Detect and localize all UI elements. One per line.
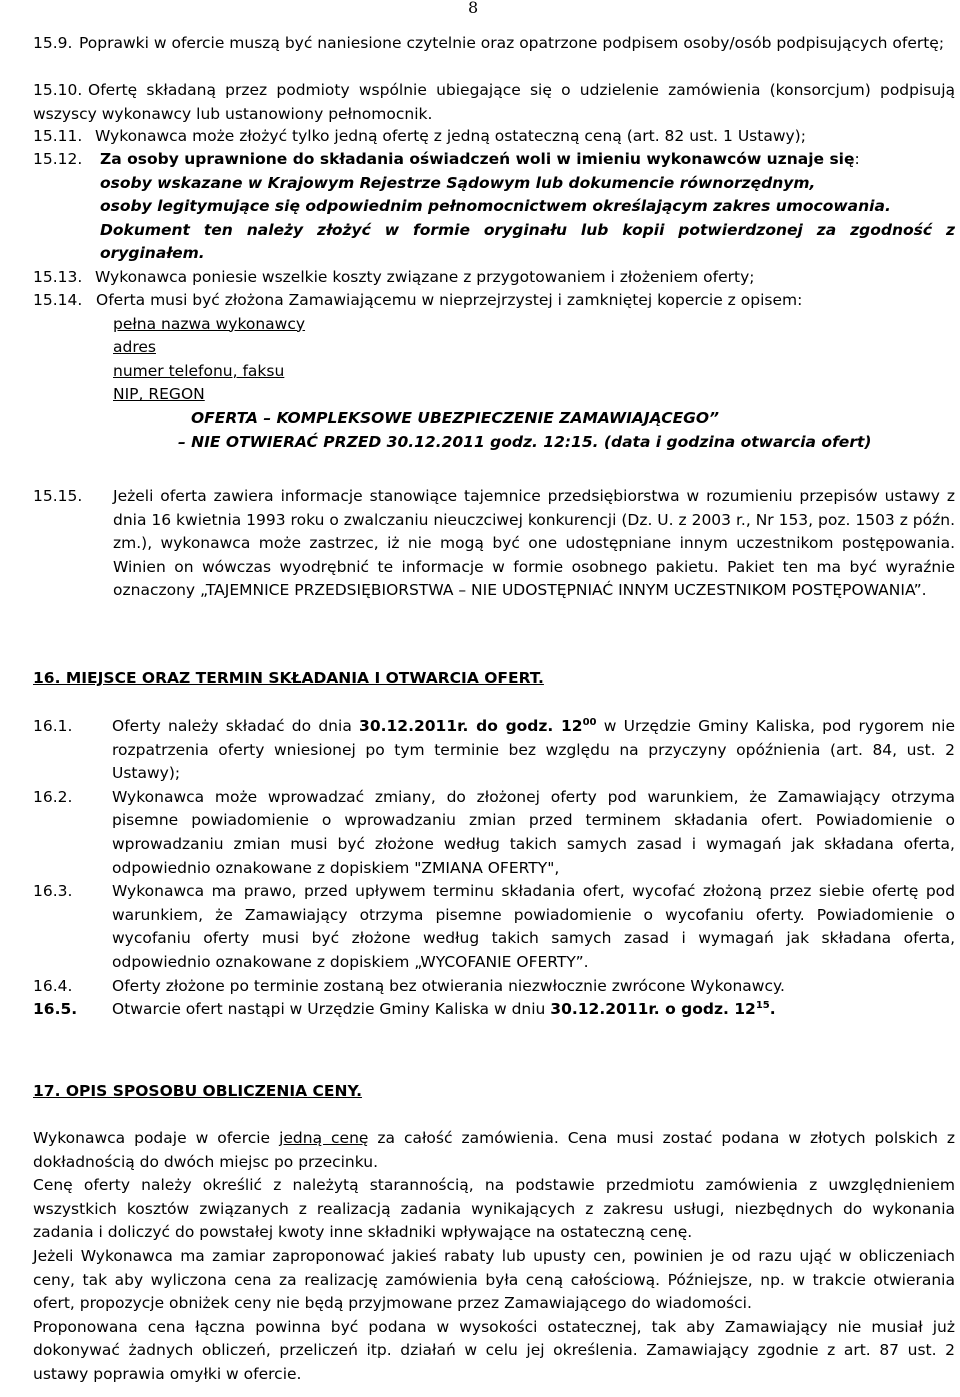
item-text: Poprawki w ofercie muszą być naniesione czytelnie oraz opatrzone podpisem osoby/osób podpisujących ofertę; bbox=[79, 34, 945, 52]
item-text: Otwarcie ofert nastąpi w Urzędzie Gminy Kaliska w dniu bbox=[112, 1000, 551, 1019]
item-15-14 bbox=[33, 289, 955, 454]
item-text: Ofertę składaną przez podmioty wspólnie ubiegające się o udzielenie zamówienia (konsorcjum) podpisują wszyscy wykonawcy lub ustanowiony pełnomocnik. bbox=[33, 81, 955, 123]
deadline-date: 30.12.2011r. do godz. 12 bbox=[359, 717, 583, 735]
item-text: Wykonawca poniesie wszelkie koszty związane z przygotowaniem i złożeniem oferty; bbox=[95, 268, 755, 286]
page-number: 8 bbox=[468, 0, 479, 17]
item-text: Jeżeli oferta zawiera informacje stanowiące tajemnice przedsiębiorstwa w rozumieniu przepisów ustawy z dnia 16 kwietnia 1993 roku o zwalczaniu nieuczciwej konkurencji (Dz. U. z 2003 r., Nr 153, poz. 1503 z późn. zm.), wykonawca może zastrzec, iż nie mogą być one udostępniane innym uczestnikom postępowania. Winien on wówczas wyodrębnić te informacje w formie osobnego pakietu. Pakiet ten ma być wyraźnie oznaczony „TAJEMNICE PRZEDSIĘBIORSTWA – NIE UDOSTĘPNIAĆ INNYM UCZESTNIKOM POSTĘPOWANIA”. bbox=[113, 487, 955, 600]
item-number: 15.9. bbox=[33, 34, 73, 52]
item-text: Wykonawca może wprowadzać zmiany, do złożonej oferty pod warunkiem, że Zamawiający otrzyma pisemne powiadomienie o wprowadzaniu zmian przed terminem składania ofert. Powiadomienie o wprowadzaniu zmian musi być złożone według takich samych zasad i wymagań jak składana oferta, odpowiednio oznakowane z dopiskiem "ZMIANA OFERTY", bbox=[112, 787, 955, 877]
item-number: 15.10. bbox=[33, 81, 83, 99]
item-text: Oferta musi być złożona Zamawiającemu w nieprzejrzystej i zamkniętej kopercie z opisem: bbox=[96, 291, 803, 309]
item-number: 15.13. bbox=[33, 268, 83, 286]
item-15-11 bbox=[33, 125, 955, 149]
envelope-line: adres bbox=[113, 338, 156, 357]
deadline-minutes: 00 bbox=[582, 716, 597, 728]
item-15-9 bbox=[33, 32, 955, 56]
envelope-line: NIP, REGON bbox=[113, 385, 205, 404]
item-number: 16.2. bbox=[33, 787, 73, 806]
item-line: osoby legitymujące się odpowiednim pełnomocnictwem określającym zakres umocowania. bbox=[100, 197, 891, 216]
item-text: Wykonawca może złożyć tylko jedną ofertę z jedną ostateczną ceną (art. 82 ust. 1 Ustawy); bbox=[95, 127, 806, 145]
envelope-line: pełna nazwa wykonawcy bbox=[113, 314, 306, 333]
item-text-bold: Za osoby uprawnione do składania oświadczeń woli w imieniu wykonawców uznaje się bbox=[100, 150, 855, 168]
item-text: Oferty złożone po terminie zostaną bez otwierania niezwłocznie zwrócone Wykonawcy. bbox=[112, 976, 785, 995]
item-text: Wykonawca ma prawo, przed upływem terminu składania ofert, wycofać złożoną przez siebie ofertę pod warunkiem, że Zamawiający otrzyma pisemne powiadomienie o wycofaniu oferty. Powiadomienie o wycofaniu oferty musi być złożone według takich samych zasad i wymagań jak składana oferta, odpowiednio oznakowane z dopiskiem „WYCOFANIE OFERTY”. bbox=[112, 882, 955, 971]
offer-title: OFERTA – KOMPLEKSOWE UBEZPIECZENIE ZAMAWIAJĄCEGO” bbox=[191, 408, 720, 427]
envelope-line: numer telefonu, faksu bbox=[113, 361, 285, 380]
paragraph-text: za całość zamówienia. Cena musi zostać podana w złotych polskich z dokładnością do dwóch miejsc po przecinku. bbox=[33, 1129, 955, 1171]
item-number: 15.12. bbox=[33, 150, 83, 168]
item-15-10 bbox=[33, 79, 955, 126]
paragraph-text: Wykonawca podaje w ofercie bbox=[33, 1129, 280, 1147]
item-number: 16.5. bbox=[33, 1000, 78, 1019]
section-17-heading: 17. OPIS SPOSOBU OBLICZENIA CENY. bbox=[33, 1082, 363, 1100]
item-16-1 bbox=[33, 715, 955, 786]
item-16-5 bbox=[33, 998, 955, 1022]
item-15-15 bbox=[33, 485, 955, 603]
item-16-2 bbox=[33, 786, 955, 880]
item-number: 15.11. bbox=[33, 127, 83, 145]
item-line: osoby wskazane w Krajowym Rejestrze Sądowym lub dokumencie równorzędnym, bbox=[100, 173, 816, 192]
section-17-body bbox=[33, 1127, 955, 1387]
item-number: 16.1. bbox=[33, 717, 73, 735]
item-16-4 bbox=[33, 975, 955, 999]
item-text: w Urzędzie Gminy Kaliska, pod rygorem nie rozpatrzenia oferty wniesionej po tym terminie bez względu na przyczyny opóźnienia (art. 84, ust. 2 Ustawy); bbox=[112, 717, 955, 783]
paragraph: Jeżeli Wykonawca ma zamiar zaproponować jakieś rabaty lub upusty cen, powinien je od razu ująć w obliczeniach ceny, tak aby wyliczona cena za realizację zamówienia była ceną całościową. Późniejsze, np. w trakcie otwierania ofert, propozycje obniżek ceny nie będą przyjmowane przez Zamawiającego do wiadomości. bbox=[33, 1246, 955, 1313]
section-16-heading: 16. MIEJSCE ORAZ TERMIN SKŁADANIA I OTWARCIA OFERT. bbox=[33, 669, 544, 687]
item-number: 15.15. bbox=[33, 487, 83, 505]
item-line: Dokument ten należy złożyć w formie oryginału lub kopii potwierdzonej za zgodność z oryginałem. bbox=[100, 220, 955, 263]
item-15-13 bbox=[33, 266, 955, 290]
item-number: 16.3. bbox=[33, 882, 73, 901]
item-text: Oferty należy składać do dnia bbox=[112, 717, 360, 735]
item-text: . bbox=[769, 1000, 776, 1019]
item-number: 16.4. bbox=[33, 976, 73, 995]
do-not-open: – NIE OTWIERAĆ PRZED 30.12.2011 godz. 12:15. (data i godzina otwarcia ofert) bbox=[178, 432, 872, 451]
opening-date: 30.12.2011r. o godz. 12 bbox=[550, 1000, 756, 1019]
opening-minutes: 15 bbox=[755, 999, 770, 1011]
colon: : bbox=[854, 150, 860, 168]
section-16-items bbox=[33, 715, 955, 1022]
paragraph: Proponowana cena łączna powinna być podana w wysokości ostatecznej, tak aby Zamawiający nie musiał już dokonywać żadnych obliczeń, przeliczeń itp. działań w celu jej określenia. Zamawiający zgodnie z art. 87 ust. 2 ustawy poprawia omyłki w ofercie. bbox=[33, 1317, 955, 1383]
item-number: 15.14. bbox=[33, 291, 83, 309]
single-price-emphasis: jedną cenę bbox=[279, 1129, 369, 1147]
item-16-3 bbox=[33, 880, 955, 974]
paragraph: Cenę oferty należy określić z należytą starannością, na podstawie przedmiotu zamówienia z uwzględnieniem wszystkich kosztów związanych z realizacją zadania wynikających z zakresu usługi, niezbędnych do wykonania zadania i doliczyć do powstałej kwoty inne składniki wpływające na ostateczną cenę. bbox=[33, 1176, 955, 1242]
item-15-12 bbox=[33, 148, 955, 266]
paragraph bbox=[33, 1127, 955, 1174]
